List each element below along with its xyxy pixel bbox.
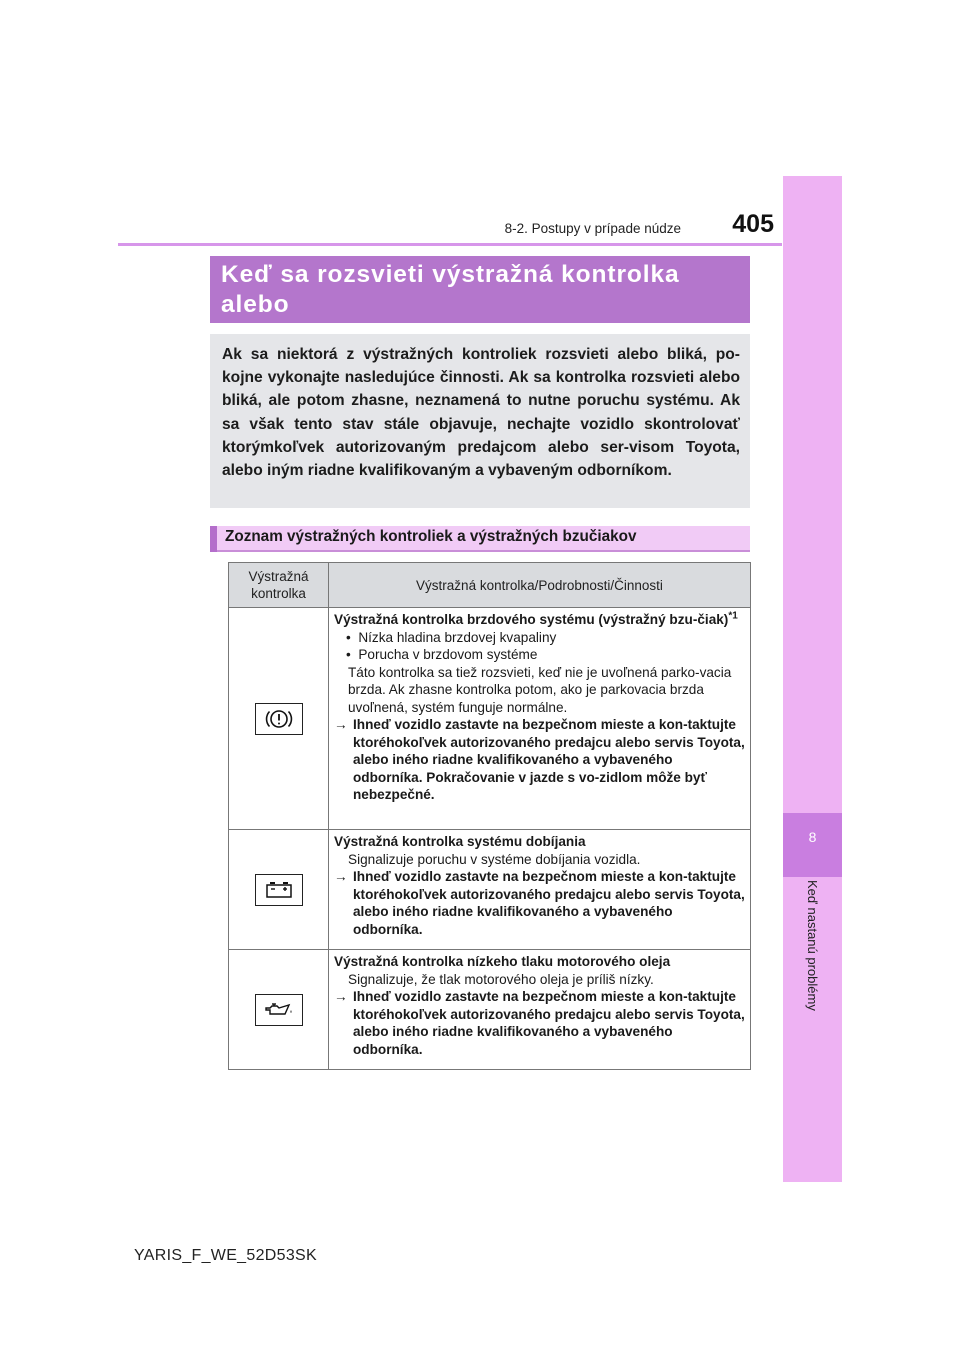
- light-title: Výstražná kontrolka brzdového systému (výstražný bzu-čiak)$^{*1}$: [334, 610, 738, 627]
- chapter-side-tab-active: [783, 813, 842, 877]
- footnote-marker: *1: [728, 610, 738, 622]
- arrow-icon: →: [334, 869, 348, 884]
- light-detail: Signalizuje poruchu v systéme dobíjania vozidla.: [348, 851, 641, 867]
- description-cell: [329, 830, 751, 950]
- page-title-line1: Keď sa rozsvieti výstražná kontrolka alebo: [221, 261, 680, 318]
- light-detail: Signalizuje, že tlak motorového oleja je príliš nízky.: [348, 971, 654, 987]
- description-cell: [329, 608, 751, 830]
- table-row: [229, 830, 751, 950]
- page-number: 405: [732, 210, 774, 238]
- icon-cell: [229, 608, 329, 830]
- oil-pressure-icon: [255, 994, 303, 1026]
- document-code: YARIS_F_WE_52D53SK: [134, 1247, 317, 1264]
- chapter-title-vertical: [783, 880, 842, 1180]
- table-header-row: [229, 563, 751, 608]
- light-action: → Ihneď vozidlo zastavte na bezpečnom mieste a kon-taktujte ktoréhokoľvek autorizovaného predajcu alebo servis Toyota, alebo iného riadne kvalifikovaného a vybaveného odborníka.: [334, 869, 745, 937]
- icon-cell: [229, 830, 329, 950]
- header-rule: [118, 243, 782, 246]
- chapter-number: 8: [808, 829, 817, 845]
- subheading: [210, 526, 750, 552]
- section-header: 8-2. Postupy v prípade núdze: [504, 221, 681, 236]
- light-action: → Ihneď vozidlo zastavte na bezpečnom mieste a kon-taktujte ktoréhokoľvek autorizovaného predajcu alebo servis Toyota, alebo iného riadne kvalifikovaného a vybaveného odborníka.: [334, 989, 745, 1057]
- intro-box: [210, 334, 750, 508]
- chapter-title: Keď nastanú problémy: [805, 880, 820, 1011]
- light-action: → Ihneď vozidlo zastavte na bezpečnom mieste a kon-taktujte ktoréhokoľvek autorizovaného predajcu alebo servis Toyota, alebo iného riadne kvalifikovaného a vybaveného odborníka. Pokračovanie v jazde s vo-zidlom môže byť nebezpečné.: [334, 717, 745, 802]
- table-row: [229, 608, 751, 830]
- table-row: [229, 950, 751, 1070]
- icon-cell: [229, 950, 329, 1070]
- column-header-light: Výstražná kontrolka: [229, 563, 329, 608]
- subheading-text: Zoznam výstražných kontroliek a výstražných bzučiakov: [225, 528, 637, 545]
- description-cell: [329, 950, 751, 1070]
- title-band: [210, 256, 750, 323]
- light-note: Táto kontrolka sa tiež rozsvieti, keď nie je uvoľnená parko-vacia brzda. Ak zhasne kontrolka potom, ako je parkovacia brzda uvoľnená, systém funguje normálne.: [348, 664, 732, 715]
- list-item: • Nízka hladina brzdovej kvapaliny: [346, 629, 557, 645]
- subheading-accent-bar: [210, 526, 217, 552]
- arrow-icon: →: [334, 717, 348, 732]
- column-header-details: Výstražná kontrolka/Podrobnosti/Činnosti: [329, 563, 751, 608]
- brake-warning-icon: [255, 703, 303, 735]
- intro-text: Ak sa niektorá z výstražných kontroliek rozsvieti alebo bliká, po-kojne vykonajte nasledujúce činnosti. Ak sa kontrolka rozsvieti alebo bliká, ale potom zhasne, neznamená to nutne poruchu systému. Ak sa však tento stav stále objavuje, nechajte vozidlo skontrolovať ktorýmkoľvek autorizovaným predajcom alebo ser-visom Toyota, alebo iným riadne kvalifikovaným a vybaveným odborníkom.: [222, 346, 740, 480]
- light-title: Výstražná kontrolka systému dobíjania: [334, 834, 586, 849]
- arrow-icon: →: [334, 989, 348, 1004]
- battery-charge-icon: [255, 874, 303, 906]
- light-title: Výstražná kontrolka nízkeho tlaku motorového oleja: [334, 954, 671, 969]
- list-item: • Porucha v brzdovom systéme: [346, 647, 538, 662]
- warning-lights-table: [228, 562, 751, 1070]
